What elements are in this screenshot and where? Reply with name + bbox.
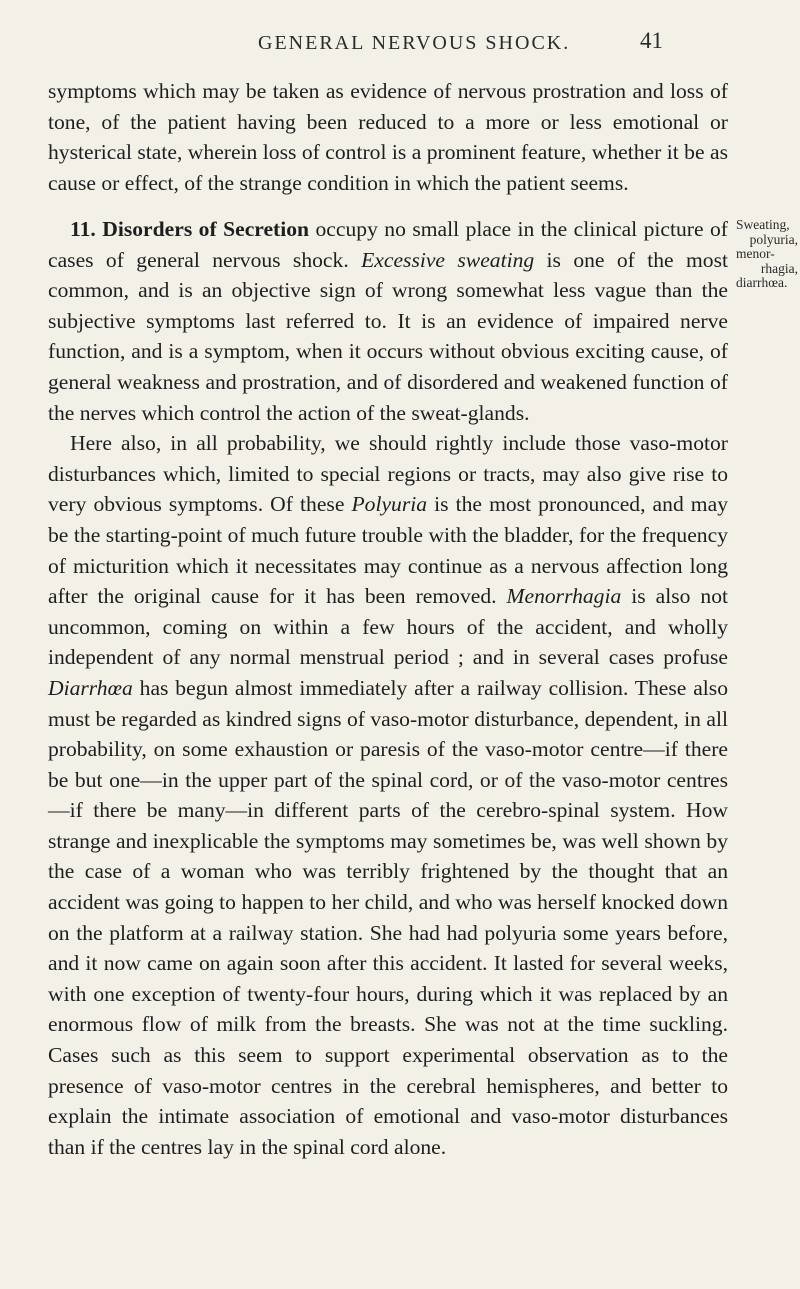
section-11 xyxy=(48,214,728,1162)
italic-term: Diarrhœa xyxy=(48,675,133,700)
paragraph-text: is one of the most common, and is an objective sign of wrong somewhat less vague than the subjective symptoms last referred to. It is an evidence of impaired nerve function, and is a symptom, when it occurs without obvious exciting cause, of general weakness and prostration, and of disordered and weakened function of the nerves which control the action of the sweat-glands. xyxy=(48,247,728,425)
italic-term: Excessive sweating xyxy=(361,247,535,272)
paragraph-text: occupy no small place in the clinical picture of cases of general nervous shock. xyxy=(48,217,728,272)
running-title: GENERAL NERVOUS SHOCK. xyxy=(258,32,571,54)
italic-term: Menorrhagia xyxy=(506,584,622,609)
margin-note-line: Sweating, xyxy=(736,217,790,232)
margin-note-line: menor- xyxy=(736,246,775,262)
margin-note-line: polyuria, xyxy=(749,231,798,247)
paragraph-text: is also not uncommon, coming on within a few hours of the accident, and wholly independent of any normal menstrual period ; and in several cases profuse xyxy=(48,584,728,670)
section-heading: Disorders of Secretion xyxy=(102,217,310,241)
page-number: 41 xyxy=(640,28,663,53)
paragraph-vaso-motor xyxy=(48,428,728,1162)
margin-note-line: diarrhœa. xyxy=(736,275,788,291)
running-head xyxy=(0,26,800,58)
continued-paragraph xyxy=(48,76,728,198)
paragraph-disorders-of-secretion xyxy=(48,214,728,428)
section-number: 11. xyxy=(70,217,96,241)
paragraph-text: is the most pronounced, and may be the starting-point of much future trouble with the bladder, for the frequency of micturition which it necessitates may continue as a nervous affection long after the original cause for it has been removed. xyxy=(48,492,728,609)
margin-note xyxy=(736,218,800,291)
paragraph-text: symptoms which may be taken as evidence of nervous prostration and loss of tone, of the patient having been reduced to a more or less emotional or hysterical state, wherein loss of control is a prominent feature, whether it be as cause or effect, of the strange condition in which the patient seems. xyxy=(48,79,728,195)
paragraph-text: Here also, in all probability, we should rightly include those vaso-motor disturbances which, limited to special regions or tracts, may also give rise to very obvious symptoms. Of these xyxy=(48,431,728,517)
paragraph-text: has begun almost immediately after a railway collision. These also must be regarded as kindred signs of vaso-motor disturbance, dependent, in all probability, on some exhaustion or paresis of the vaso-motor centre—if there be but one—in the upper part of the spinal cord, or of the vaso-motor centres—if there be many—in different parts of the cerebro-spinal system. How strange and inexplicable the symptoms may sometimes be, was well shown by the case of a woman who was terribly frightened by the thought that an accident was going to happen to her child, and who was herself knocked down on the platform at a railway station. She had had polyuria some years before, and it now came on again soon after this accident. It lasted for several weeks, with one exception of twenty-four hours, during which it was replaced by an enormous flow of milk from the breasts. She was not at the time suckling. Cases such as this seem to support experimental observation as to the presence of vaso-motor centres in the cerebral hemispheres, and better to explain the intimate association of emotional and vaso-motor disturbances than if the centres lay in the spinal cord alone. xyxy=(48,675,728,1159)
italic-term: Polyuria xyxy=(351,492,428,517)
margin-note-line: rhagia, xyxy=(760,260,798,276)
